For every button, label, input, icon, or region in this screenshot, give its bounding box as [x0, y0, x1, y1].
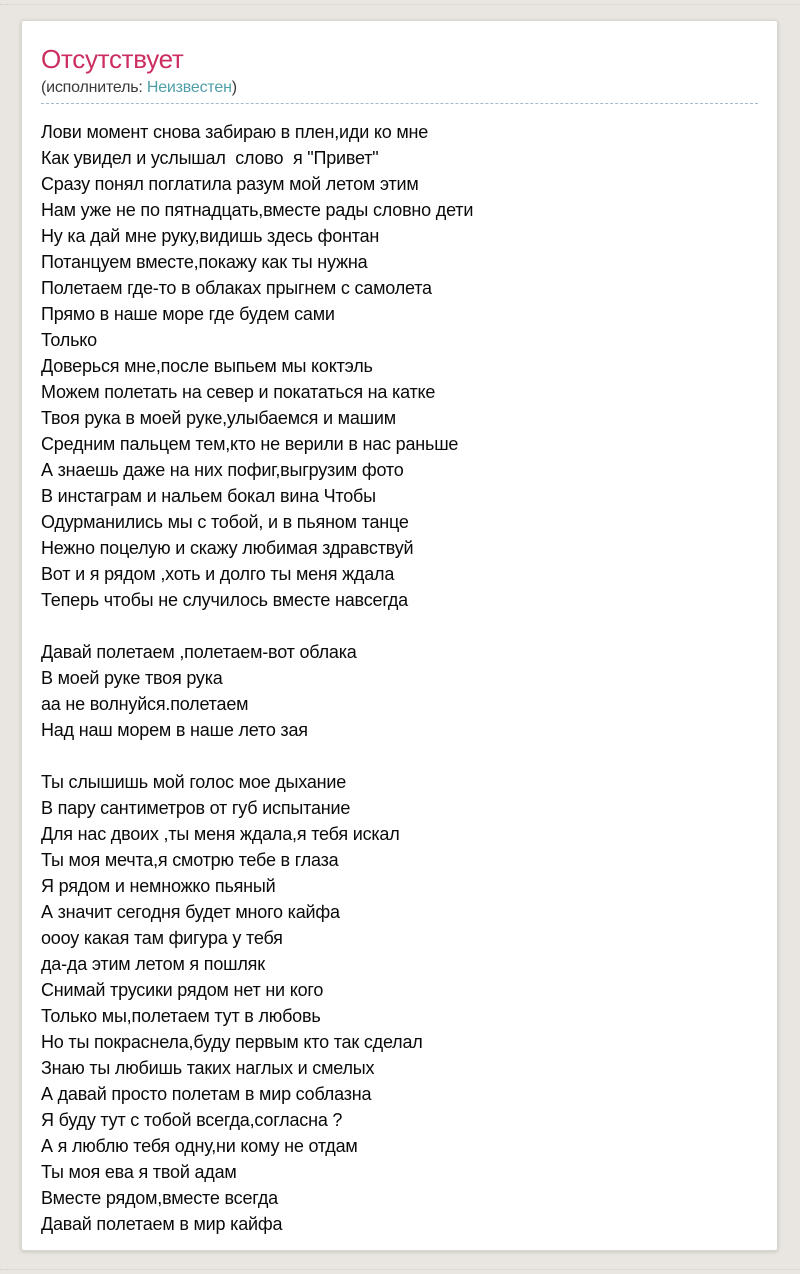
lyric-line: Но ты покраснела,буду первым кто так сделал: [41, 1031, 423, 1052]
lyrics-stanza: [41, 119, 758, 613]
lyric-line: да-да этим летом я пошляк: [41, 953, 265, 974]
lyric-line: Нам уже не по пятнадцать,вместе рады словно дети: [41, 199, 474, 220]
song-title: Отсутствует: [41, 44, 184, 74]
lyric-line: Полетаем где-то в облаках прыгнем с самолета: [41, 277, 432, 298]
lyric-line: Над наш морем в наше лето зая: [41, 719, 308, 740]
lyric-line: Одурманились мы с тобой, и в пьяном танце: [41, 511, 409, 532]
lyric-line: Вместе рядом,вместе всегда: [41, 1187, 278, 1208]
lyric-line: Я буду тут с тобой всегда,согласна ?: [41, 1109, 343, 1130]
lyric-line: Ну ка дай мне руку,видишь здесь фонтан: [41, 225, 380, 246]
lyric-line: А давай просто полетам в мир соблазна: [41, 1083, 372, 1104]
lyric-line: Знаю ты любишь таких наглых и смелых: [41, 1057, 375, 1078]
lyrics-stanza: [41, 769, 758, 1237]
lyric-line: Лови момент снова забираю в плен,иди ко мне: [41, 121, 429, 142]
lyric-line: Сразу понял поглатила разум мой летом этим: [41, 173, 419, 194]
lyrics-text: [41, 119, 758, 1237]
lyric-line: Только мы,полетаем тут в любовь: [41, 1005, 321, 1026]
lyric-line: Прямо в наше море где будем сами: [41, 303, 335, 324]
lyric-line: А знаешь даже на них пофиг,выгрузим фото: [41, 459, 404, 480]
lyric-line: Давай полетаем в мир кайфа: [41, 1213, 283, 1234]
lyric-line: Давай полетаем ,полетаем-вот облака: [41, 641, 357, 662]
background-texture-rule-bottom: [0, 1269, 800, 1270]
lyric-line: Для нас двоих ,ты меня ждала,я тебя искал: [41, 823, 400, 844]
lyric-line: Теперь чтобы не случилось вместе навсегда: [41, 589, 408, 610]
lyric-line: Доверься мне,после выпьем мы коктэль: [41, 355, 373, 376]
lyric-line: В пару сантиметров от губ испытание: [41, 797, 351, 818]
lyric-line: Снимай трусики рядом нет ни кого: [41, 979, 324, 1000]
lyric-line: аа не волнуйся.полетаем: [41, 693, 249, 714]
lyric-line: оооу какая там фигура у тебя: [41, 927, 283, 948]
lyric-line: Я рядом и немножко пьяный: [41, 875, 276, 896]
lyric-line: Потанцуем вместе,покажу как ты нужна: [41, 251, 368, 272]
lyric-line: В моей руке твоя рука: [41, 667, 223, 688]
lyric-line: Твоя рука в моей руке,улыбаемся и машим: [41, 407, 396, 428]
lyric-line: Ты моя ева я твой адам: [41, 1161, 237, 1182]
lyric-line: Ты слышишь мой голос мое дыхание: [41, 771, 347, 792]
lyrics-card: [21, 20, 778, 1251]
artist-link[interactable]: Неизвестен: [146, 78, 232, 96]
lyric-line: В инстаграм и нальем бокал вина Чтобы: [41, 485, 376, 506]
lyric-line: Только: [41, 329, 97, 350]
artist-label-close: ): [231, 78, 237, 96]
lyric-line: Ты моя мечта,я смотрю тебе в глаза: [41, 849, 339, 870]
lyrics-stanza: [41, 639, 758, 743]
background-texture-rule-top: [0, 4, 800, 5]
lyric-line: А я люблю тебя одну,ни кому не отдам: [41, 1135, 358, 1156]
lyric-line: Нежно поцелую и скажу любимая здравствуй: [41, 537, 414, 558]
lyric-line: А значит сегодня будет много кайфа: [41, 901, 340, 922]
artist-label-open: (исполнитель:: [41, 78, 147, 96]
artist-line: [41, 78, 758, 98]
dotted-separator: [41, 103, 758, 104]
lyric-line: Средним пальцем тем,кто не верили в нас раньше: [41, 433, 459, 454]
lyric-line: Можем полетать на север и покататься на катке: [41, 381, 436, 402]
lyric-line: Как увидел и услышал слово я "Привет": [41, 147, 379, 168]
lyric-line: Вот и я рядом ,хоть и долго ты меня ждала: [41, 563, 395, 584]
